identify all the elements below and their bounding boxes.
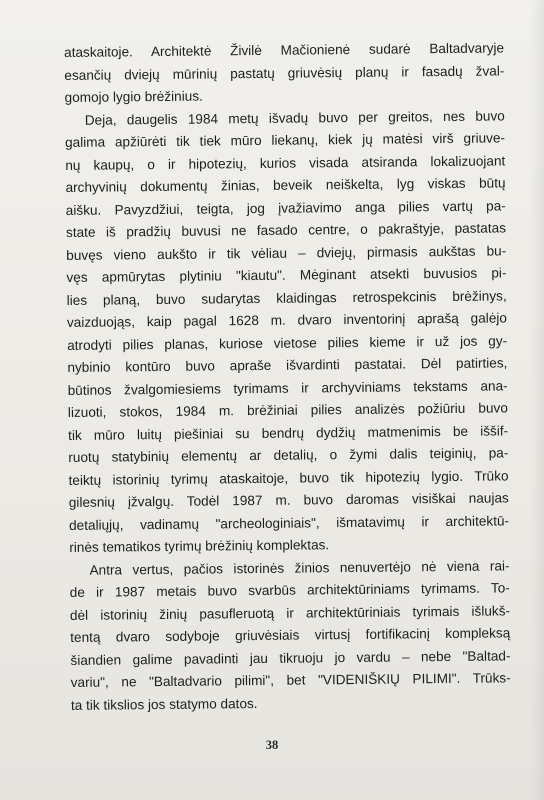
text-line: lizuoti, stokos, 1984 m. brėžiniai pilies analizės požiūriu buvo xyxy=(67,400,508,420)
text-line: tik mūro luitų piešiniai su bendrų dydžių matmenimis be iššif- xyxy=(68,422,509,443)
text-line: nybinio kontūro buvo apraše išvardinti pastatai. Dėl patirties, xyxy=(67,355,508,375)
text-line: gilesnių įžvalgų. Todėl 1987 m. buvo daromas visiškai naujas xyxy=(68,490,509,510)
text-line: ruotų statybinių elementų ar detalių, o žymi dalis teiginių, pa- xyxy=(68,445,509,465)
text-line: buvęs vieno aukšto ir tik vėliau – dviejų, pirmasis aukštas bu- xyxy=(66,242,507,263)
text-line: de ir 1987 metais buvo svarbūs architektūriniams tyrimams. To- xyxy=(69,580,510,600)
paragraph xyxy=(64,37,505,109)
text-line: aišku. Pavyzdžiui, teigta, jog įvažiavimo anga pilies vartų pa- xyxy=(65,197,506,218)
text-line: Antra vertus, pačios istorinės žinios nenuvertėjo nė viena rai- xyxy=(89,557,510,578)
text-line: rinės tematikos tyrimų brėžinių komplektas. xyxy=(69,537,330,555)
text-line: ta tik tikslios jos statymo datos. xyxy=(70,695,258,713)
text-line: detaliųjų, vadinamų "archeologiniais", išmatavimų ir architektū- xyxy=(68,512,510,533)
text-line: esančių dviejų mūrinių pastatų griuvėsių planų ir fasadų žval- xyxy=(64,62,505,83)
text-line: vęs apmūrytas plytiniu "kiautu". Mėginant atsekti buvusios pi- xyxy=(66,265,507,285)
body-text xyxy=(64,37,511,717)
text-line: gomojo lygio brėžinius. xyxy=(64,88,203,105)
text-line: ataskaitoje. Architektė Živilė Mačionienė sudarė Baltadvaryje xyxy=(64,40,505,60)
page-edge-shadow xyxy=(530,0,544,800)
text-line: tentą dvaro sodyboje griuvėsiais virtusį fortifikacinį kompleksą xyxy=(70,625,511,645)
text-line: teiktų istorinių tyrimų ataskaitoje, buvo tik hipotezių lygio. Trūko xyxy=(68,467,509,488)
text-line: nų kaupų, o ir hipotezių, kurios visada atsiranda lokalizuojant xyxy=(65,152,506,173)
text-line: šiandien galime pavadinti jau tikruoju jo vardu – nebe "Baltad- xyxy=(70,647,511,668)
text-line: galima apžiūrėti tik tiek mūro liekanų, kiek jų matėsi virš griuve- xyxy=(64,130,506,150)
page-number: 38 xyxy=(265,738,279,752)
text-line: variu", ne "Baltadvario pilimi", bet "VIDENIŠKIŲ PILIMI". Trūks- xyxy=(70,670,511,690)
paragraph xyxy=(65,105,510,560)
text-line: Deja, daugelis 1984 metų išvadų buvo per greitos, nes buvo xyxy=(84,107,505,128)
text-line: state iš pradžių buvusi ne fasado centre, o pakraštyje, pastatas xyxy=(65,220,507,240)
text-line: atrodyti pilies planas, kuriose vietose pilies kieme ir už jos gy- xyxy=(67,332,508,353)
text-line: lies planą, buvo sudarytas klaidingas retrospekcinis brėžinys, xyxy=(66,287,507,308)
text-line: archyvinių dokumentų žinias, beveik neiškelta, lyg viskas būtų xyxy=(65,175,506,195)
paragraph xyxy=(69,555,511,717)
text-line: būtinos žvalgomiesiems tyrimams ir archyviniams tekstams ana- xyxy=(67,377,508,398)
text-line: dėl istorinių žinių pasufleruotą ir architektūriniais tyrimais išlukš- xyxy=(69,602,511,623)
text-line: vaizduojąs, kaip pagal 1628 m. dvaro inventorinį aprašą galėjo xyxy=(66,310,507,330)
